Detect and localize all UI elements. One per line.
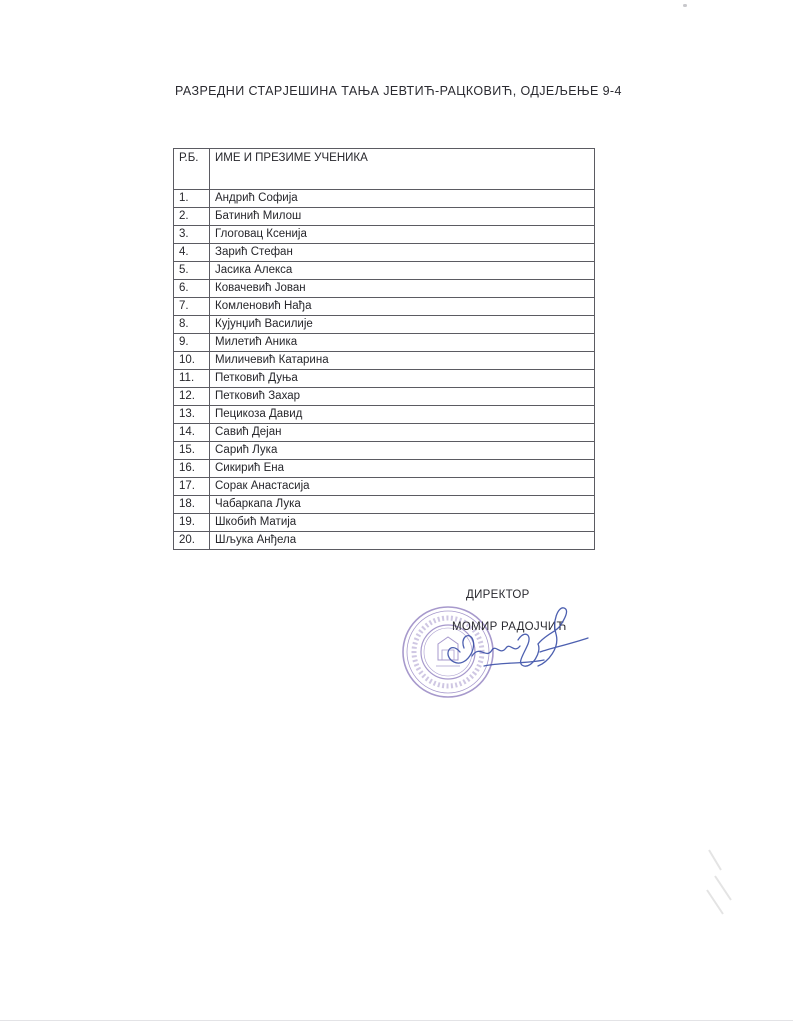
student-name: Петковић Дуња [210,370,595,388]
row-number: 9. [174,334,210,352]
row-number: 7. [174,298,210,316]
student-name: Комленовић Нађа [210,298,595,316]
student-roster-table [173,148,595,550]
table-row [174,316,595,334]
row-number: 3. [174,226,210,244]
student-name: Шкобић Матија [210,514,595,532]
table-row [174,244,595,262]
director-name: МОМИР РАДОЈЧИЋ [452,621,567,633]
table-row [174,280,595,298]
row-number: 6. [174,280,210,298]
class-teacher-heading: РАЗРЕДНИ СТАРЈЕШИНА ТАЊА ЈЕВТИЋ-РАЦКОВИЋ, ОДЈЕЉЕЊЕ 9-4 [175,84,622,98]
row-number: 20. [174,532,210,550]
row-number: 16. [174,460,210,478]
student-name: Зарић Стефан [210,244,595,262]
table-row [174,460,595,478]
table-header-row [174,149,595,190]
student-name: Шљука Анђела [210,532,595,550]
student-name: Јасика Алекса [210,262,595,280]
table-row [174,496,595,514]
student-name: Пецикоза Давид [210,406,595,424]
row-number: 12. [174,388,210,406]
table-row [174,352,595,370]
table-row [174,442,595,460]
row-number: 11. [174,370,210,388]
row-number: 4. [174,244,210,262]
table-row [174,190,595,208]
student-name: Петковић Захар [210,388,595,406]
table-row [174,424,595,442]
table-row [174,298,595,316]
student-name: Сорак Анастасија [210,478,595,496]
row-number: 19. [174,514,210,532]
student-name: Глоговац Ксенија [210,226,595,244]
scan-speck [683,4,687,7]
table-row [174,334,595,352]
row-number: 13. [174,406,210,424]
column-header-number: Р.Б. [174,149,210,190]
table-row [174,532,595,550]
table-row [174,388,595,406]
table-row [174,370,595,388]
table-row [174,208,595,226]
column-header-name: ИМЕ И ПРЕЗИМЕ УЧЕНИКА [210,149,595,190]
student-name: Милетић Аника [210,334,595,352]
row-number: 14. [174,424,210,442]
row-number: 10. [174,352,210,370]
row-number: 2. [174,208,210,226]
row-number: 8. [174,316,210,334]
student-name: Миличевић Катарина [210,352,595,370]
student-name: Ковачевић Јован [210,280,595,298]
student-name: Андрић Софија [210,190,595,208]
row-number: 18. [174,496,210,514]
table-row [174,226,595,244]
row-number: 15. [174,442,210,460]
student-name: Кујунџић Василије [210,316,595,334]
table-row [174,478,595,496]
scan-smudge [701,840,741,920]
table-row [174,514,595,532]
row-number: 17. [174,478,210,496]
director-signature [420,604,590,684]
student-name: Батинић Милош [210,208,595,226]
director-title: ДИРЕКТОР [466,589,530,601]
scan-edge-line [0,1020,793,1021]
student-name: Сарић Лука [210,442,595,460]
row-number: 5. [174,262,210,280]
table-body [174,190,595,550]
student-name: Савић Дејан [210,424,595,442]
student-name: Чабаркапа Лука [210,496,595,514]
student-name: Сикирић Ена [210,460,595,478]
table-row [174,406,595,424]
row-number: 1. [174,190,210,208]
table-row [174,262,595,280]
